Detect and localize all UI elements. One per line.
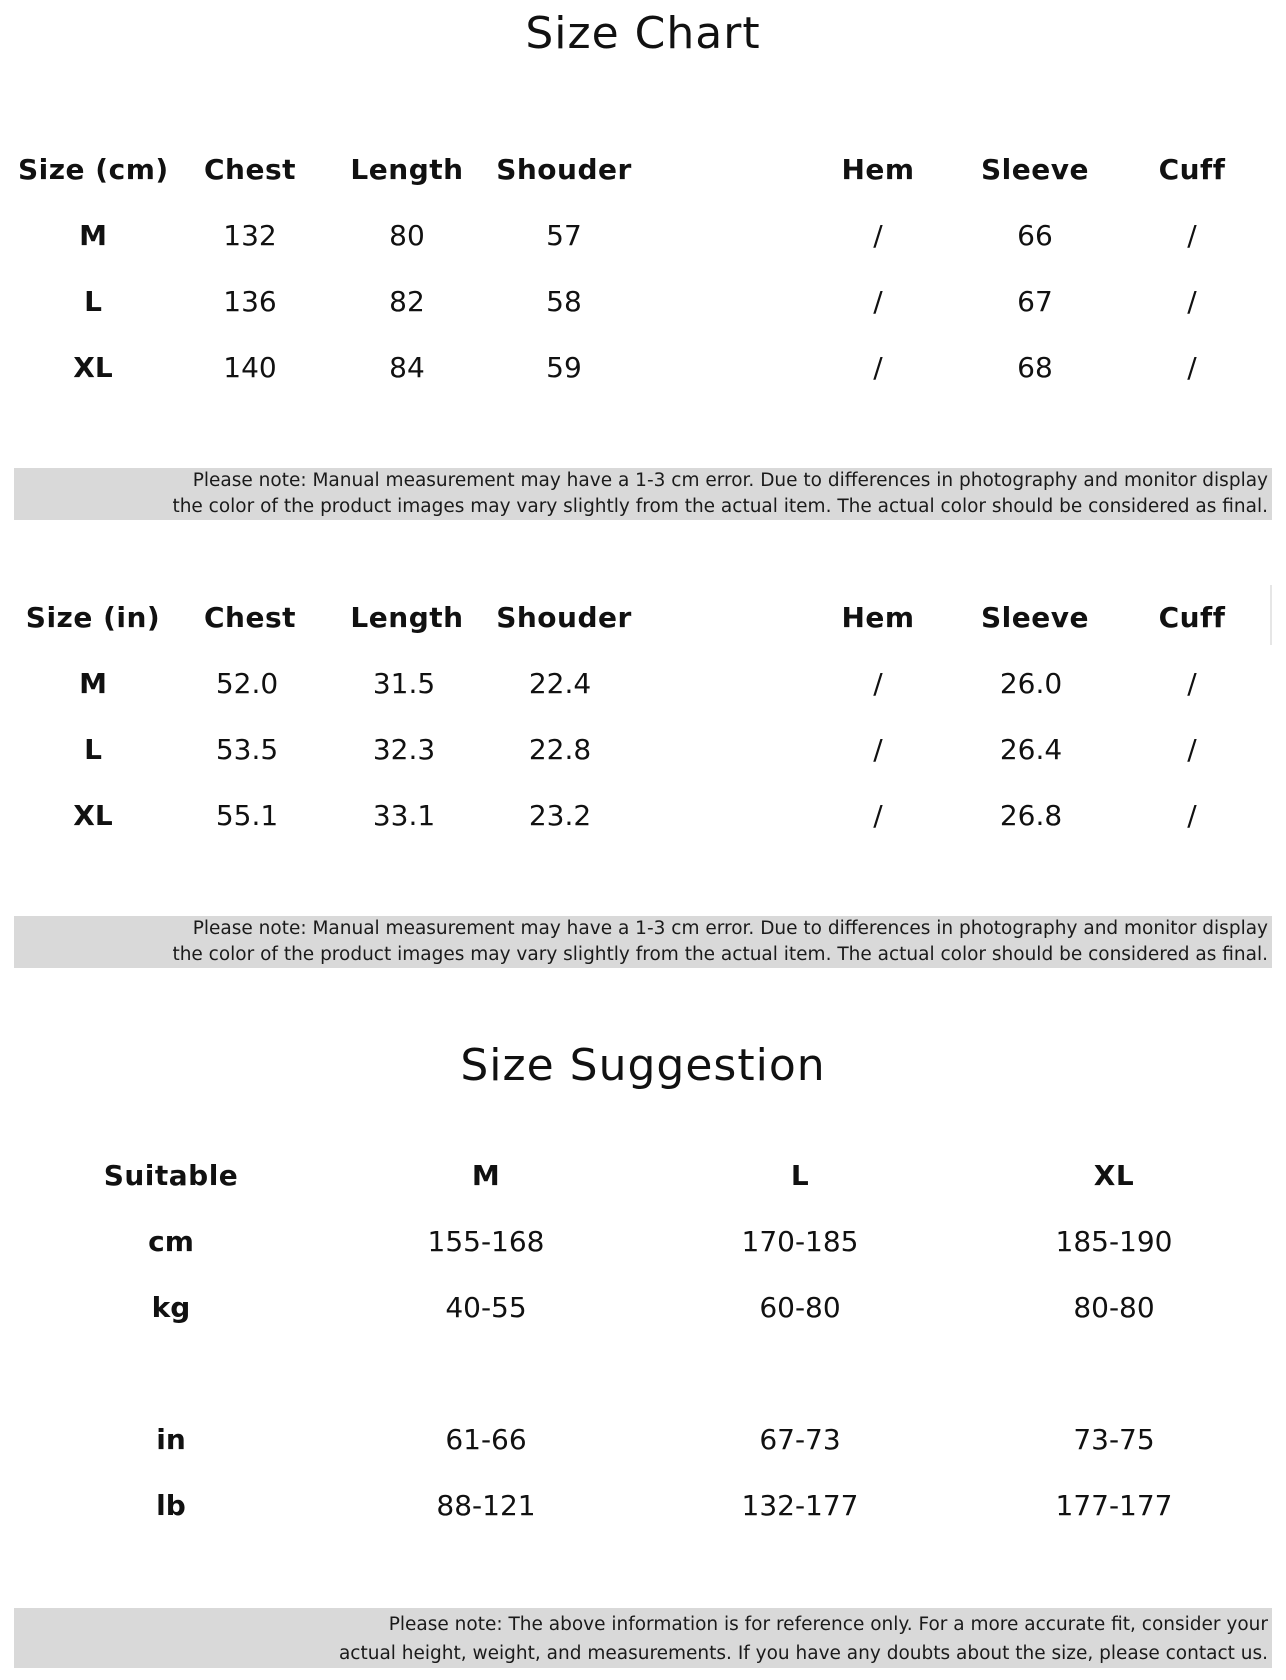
header-hem: Hem [841,601,915,634]
header-sleeve: Sleeve [981,153,1089,186]
header-l: L [790,1159,810,1192]
cell-chest: 55.1 [215,799,279,832]
note-line: the color of the product images may vary slightly from the actual item. The actual color should be considered as final. [172,944,1268,965]
cell-length: 82 [389,285,425,318]
note-line: Please note: Manual measurement may have a 1-3 cm error. Due to differences in photography and monitor display [192,470,1268,491]
reference-note [14,1608,1272,1668]
cell-cuff: / [1187,733,1197,766]
cell-m: 88-121 [436,1489,536,1522]
cell-chest: 52.0 [215,667,279,700]
cell-m: 155-168 [427,1225,545,1258]
cell-m: 40-55 [445,1291,527,1324]
row-unit-label: kg [151,1291,191,1324]
cell-length: 32.3 [372,733,436,766]
cell-length: 33.1 [372,799,436,832]
header-cuff: Cuff [1158,601,1226,634]
row-size-label: M [79,219,107,252]
header-hem: Hem [841,153,915,186]
cell-l: 170-185 [741,1225,859,1258]
cell-l: 67-73 [759,1423,841,1456]
row-size-label: XL [73,799,113,832]
cell-sleeve: 26.4 [999,733,1063,766]
row-unit-label: in [156,1423,186,1456]
table-header-row [14,598,1270,638]
cell-chest: 136 [223,285,277,318]
note-line: the color of the product images may vary slightly from the actual item. The actual color should be considered as final. [172,496,1268,517]
row-unit-label: lb [156,1489,186,1522]
cell-xl: 73-75 [1073,1423,1155,1456]
header-shoulder: Shouder [496,153,632,186]
table-row [14,282,1270,322]
cell-length: 80 [389,219,425,252]
header-size: Size (in) [25,601,161,634]
cell-length: 84 [389,351,425,384]
cell-sleeve: 26.8 [999,799,1063,832]
header-size: Size (cm) [18,153,169,186]
table-row [14,1222,1270,1262]
header-sleeve: Sleeve [981,601,1089,634]
cell-xl: 185-190 [1055,1225,1173,1258]
cell-hem: / [873,733,883,766]
measurement-note [14,916,1272,968]
cell-cuff: / [1187,351,1197,384]
divider [1270,585,1272,645]
header-m: M [471,1159,501,1192]
cell-cuff: / [1187,799,1197,832]
header-shoulder: Shouder [496,601,632,634]
cell-cuff: / [1187,285,1197,318]
cell-sleeve: 67 [1017,285,1053,318]
cell-shoulder: 58 [546,285,582,318]
cell-cuff: / [1187,219,1197,252]
cell-hem: / [873,285,883,318]
size-table-in [14,598,1270,838]
cell-chest: 53.5 [215,733,279,766]
table-header-row [14,150,1270,190]
row-size-label: L [84,285,102,318]
cell-sleeve: 68 [1017,351,1053,384]
header-length: Length [350,153,464,186]
note-line: Please note: The above information is for reference only. For a more accurate fit, consider your [388,1614,1268,1635]
table-header-row [14,1156,1270,1196]
cell-hem: / [873,219,883,252]
cell-cuff: / [1187,667,1197,700]
table-row [14,1486,1270,1526]
cell-hem: / [873,351,883,384]
table-row [14,1288,1270,1328]
size-suggestion-title: Size Suggestion [460,1040,826,1091]
note-line: actual height, weight, and measurements. If you have any doubts about the size, please contact us. [338,1643,1268,1664]
cell-chest: 140 [223,351,277,384]
header-length: Length [350,601,464,634]
cell-shoulder: 23.2 [528,799,592,832]
cell-chest: 132 [223,219,277,252]
row-size-label: M [79,667,107,700]
note-line: Please note: Manual measurement may have a 1-3 cm error. Due to differences in photography and monitor display [192,918,1268,939]
header-chest: Chest [203,601,297,634]
cell-shoulder: 22.4 [528,667,592,700]
size-chart-title: Size Chart [525,8,761,59]
header-cuff: Cuff [1158,153,1226,186]
cell-xl: 177-177 [1055,1489,1173,1522]
header-suitable: Suitable [103,1159,239,1192]
size-table-cm [14,150,1270,390]
cell-sleeve: 66 [1017,219,1053,252]
table-row [14,348,1270,388]
size-suggestion-table [14,1156,1270,1536]
table-row [14,1420,1270,1460]
row-unit-label: cm [148,1225,194,1258]
header-xl: XL [1093,1159,1135,1192]
cell-m: 61-66 [445,1423,527,1456]
row-size-label: L [84,733,102,766]
cell-l: 60-80 [759,1291,841,1324]
table-row [14,664,1270,704]
cell-sleeve: 26.0 [999,667,1063,700]
cell-shoulder: 59 [546,351,582,384]
row-size-label: XL [73,351,113,384]
cell-hem: / [873,667,883,700]
cell-length: 31.5 [372,667,436,700]
measurement-note [14,468,1272,520]
table-row [14,216,1270,256]
table-row [14,796,1270,836]
header-chest: Chest [203,153,297,186]
table-row [14,730,1270,770]
cell-shoulder: 57 [546,219,582,252]
cell-shoulder: 22.8 [528,733,592,766]
cell-l: 132-177 [741,1489,859,1522]
cell-xl: 80-80 [1073,1291,1155,1324]
cell-hem: / [873,799,883,832]
